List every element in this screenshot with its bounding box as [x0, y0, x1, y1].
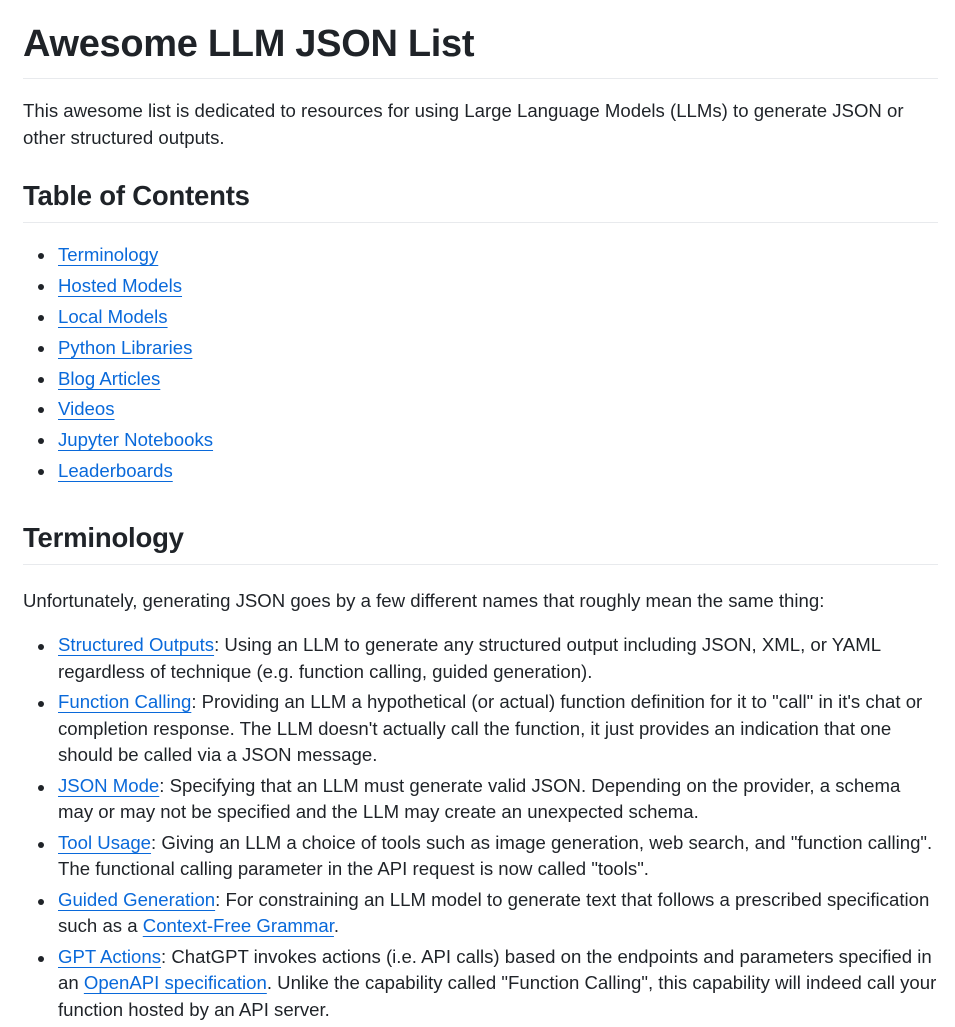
term-item-function-calling [58, 689, 938, 769]
term-description: : For constraining an LLM model to generate text that follows a prescribed specification such as a [58, 888, 930, 937]
terminology-list [23, 632, 938, 1023]
term-item-guided-generation [58, 887, 938, 940]
term-description: : Specifying that an LLM must generate valid JSON. Depending on the provider, a schema may or may not be specified and the LLM may create an unexpected schema. [58, 774, 901, 823]
term-link-gpt-actions[interactable]: GPT Actions [58, 945, 162, 967]
toc-link-python-libraries[interactable]: Python Libraries [58, 336, 193, 358]
context-free-grammar-link[interactable]: Context-Free Grammar [142, 915, 334, 937]
toc-item [58, 365, 938, 392]
toc-link-jupyter-notebooks[interactable]: Jupyter Notebooks [58, 429, 214, 451]
term-link-tool-usage[interactable]: Tool Usage [58, 831, 152, 853]
term-description-tail: . Unlike the capability called "Function Calling", this capability will indeed call your function hosted by an API server. [58, 972, 937, 1020]
page-title: Awesome LLM JSON List [23, 18, 938, 79]
term-description: : Using an LLM to generate any structured output including JSON, XML, or YAML regardless of technique (e.g. function calling, guided generation). [58, 634, 881, 682]
term-description: : ChatGPT invokes actions (i.e. API calls) based on the endpoints and parameters specified in an [58, 945, 932, 994]
toc-list [23, 241, 938, 484]
toc-link-videos[interactable]: Videos [58, 398, 115, 420]
term-item-tool-usage [58, 830, 938, 883]
term-link-guided-generation[interactable]: Guided Generation [58, 888, 216, 910]
toc-item [58, 334, 938, 361]
term-description: : Giving an LLM a choice of tools such as image generation, web search, and "function calling". The functional calling parameter in the API request is now called "tools". [58, 831, 933, 880]
term-item-structured-outputs [58, 632, 938, 685]
toc-item [58, 303, 938, 330]
toc-link-leaderboards[interactable]: Leaderboards [58, 460, 173, 482]
term-link-json-mode[interactable]: JSON Mode [58, 774, 160, 796]
toc-link-hosted-models[interactable]: Hosted Models [58, 274, 183, 296]
term-description-tail: . [333, 915, 340, 937]
terminology-heading: Terminology [23, 519, 938, 565]
toc-item [58, 457, 938, 484]
toc-item [58, 395, 938, 422]
toc-item [58, 426, 938, 453]
toc-link-blog-articles[interactable]: Blog Articles [58, 367, 161, 389]
term-item-json-mode [58, 773, 938, 826]
readme-article [23, 0, 938, 1027]
toc-link-local-models[interactable]: Local Models [58, 305, 168, 327]
intro-paragraph: This awesome list is dedicated to resources for using Large Language Models (LLMs) to generate JSON or other structured outputs. [23, 100, 904, 148]
toc-item [58, 272, 938, 299]
openapi-specification-link[interactable]: OpenAPI specification [83, 972, 267, 994]
term-link-structured-outputs[interactable]: Structured Outputs [58, 634, 215, 656]
term-description: : Providing an LLM a hypothetical (or actual) function definition for it to "call" in it's chat or completion response. The LLM doesn't actually call the function, it just provides an indication that one should be called via a JSON message. [58, 691, 923, 766]
toc-item [58, 241, 938, 268]
terminology-intro: Unfortunately, generating JSON goes by a few different names that roughly mean the same thing: [23, 590, 825, 612]
term-link-function-calling[interactable]: Function Calling [58, 691, 192, 713]
toc-heading: Table of Contents [23, 177, 938, 223]
term-item-gpt-actions [58, 944, 938, 1024]
toc-link-terminology[interactable]: Terminology [58, 244, 159, 265]
